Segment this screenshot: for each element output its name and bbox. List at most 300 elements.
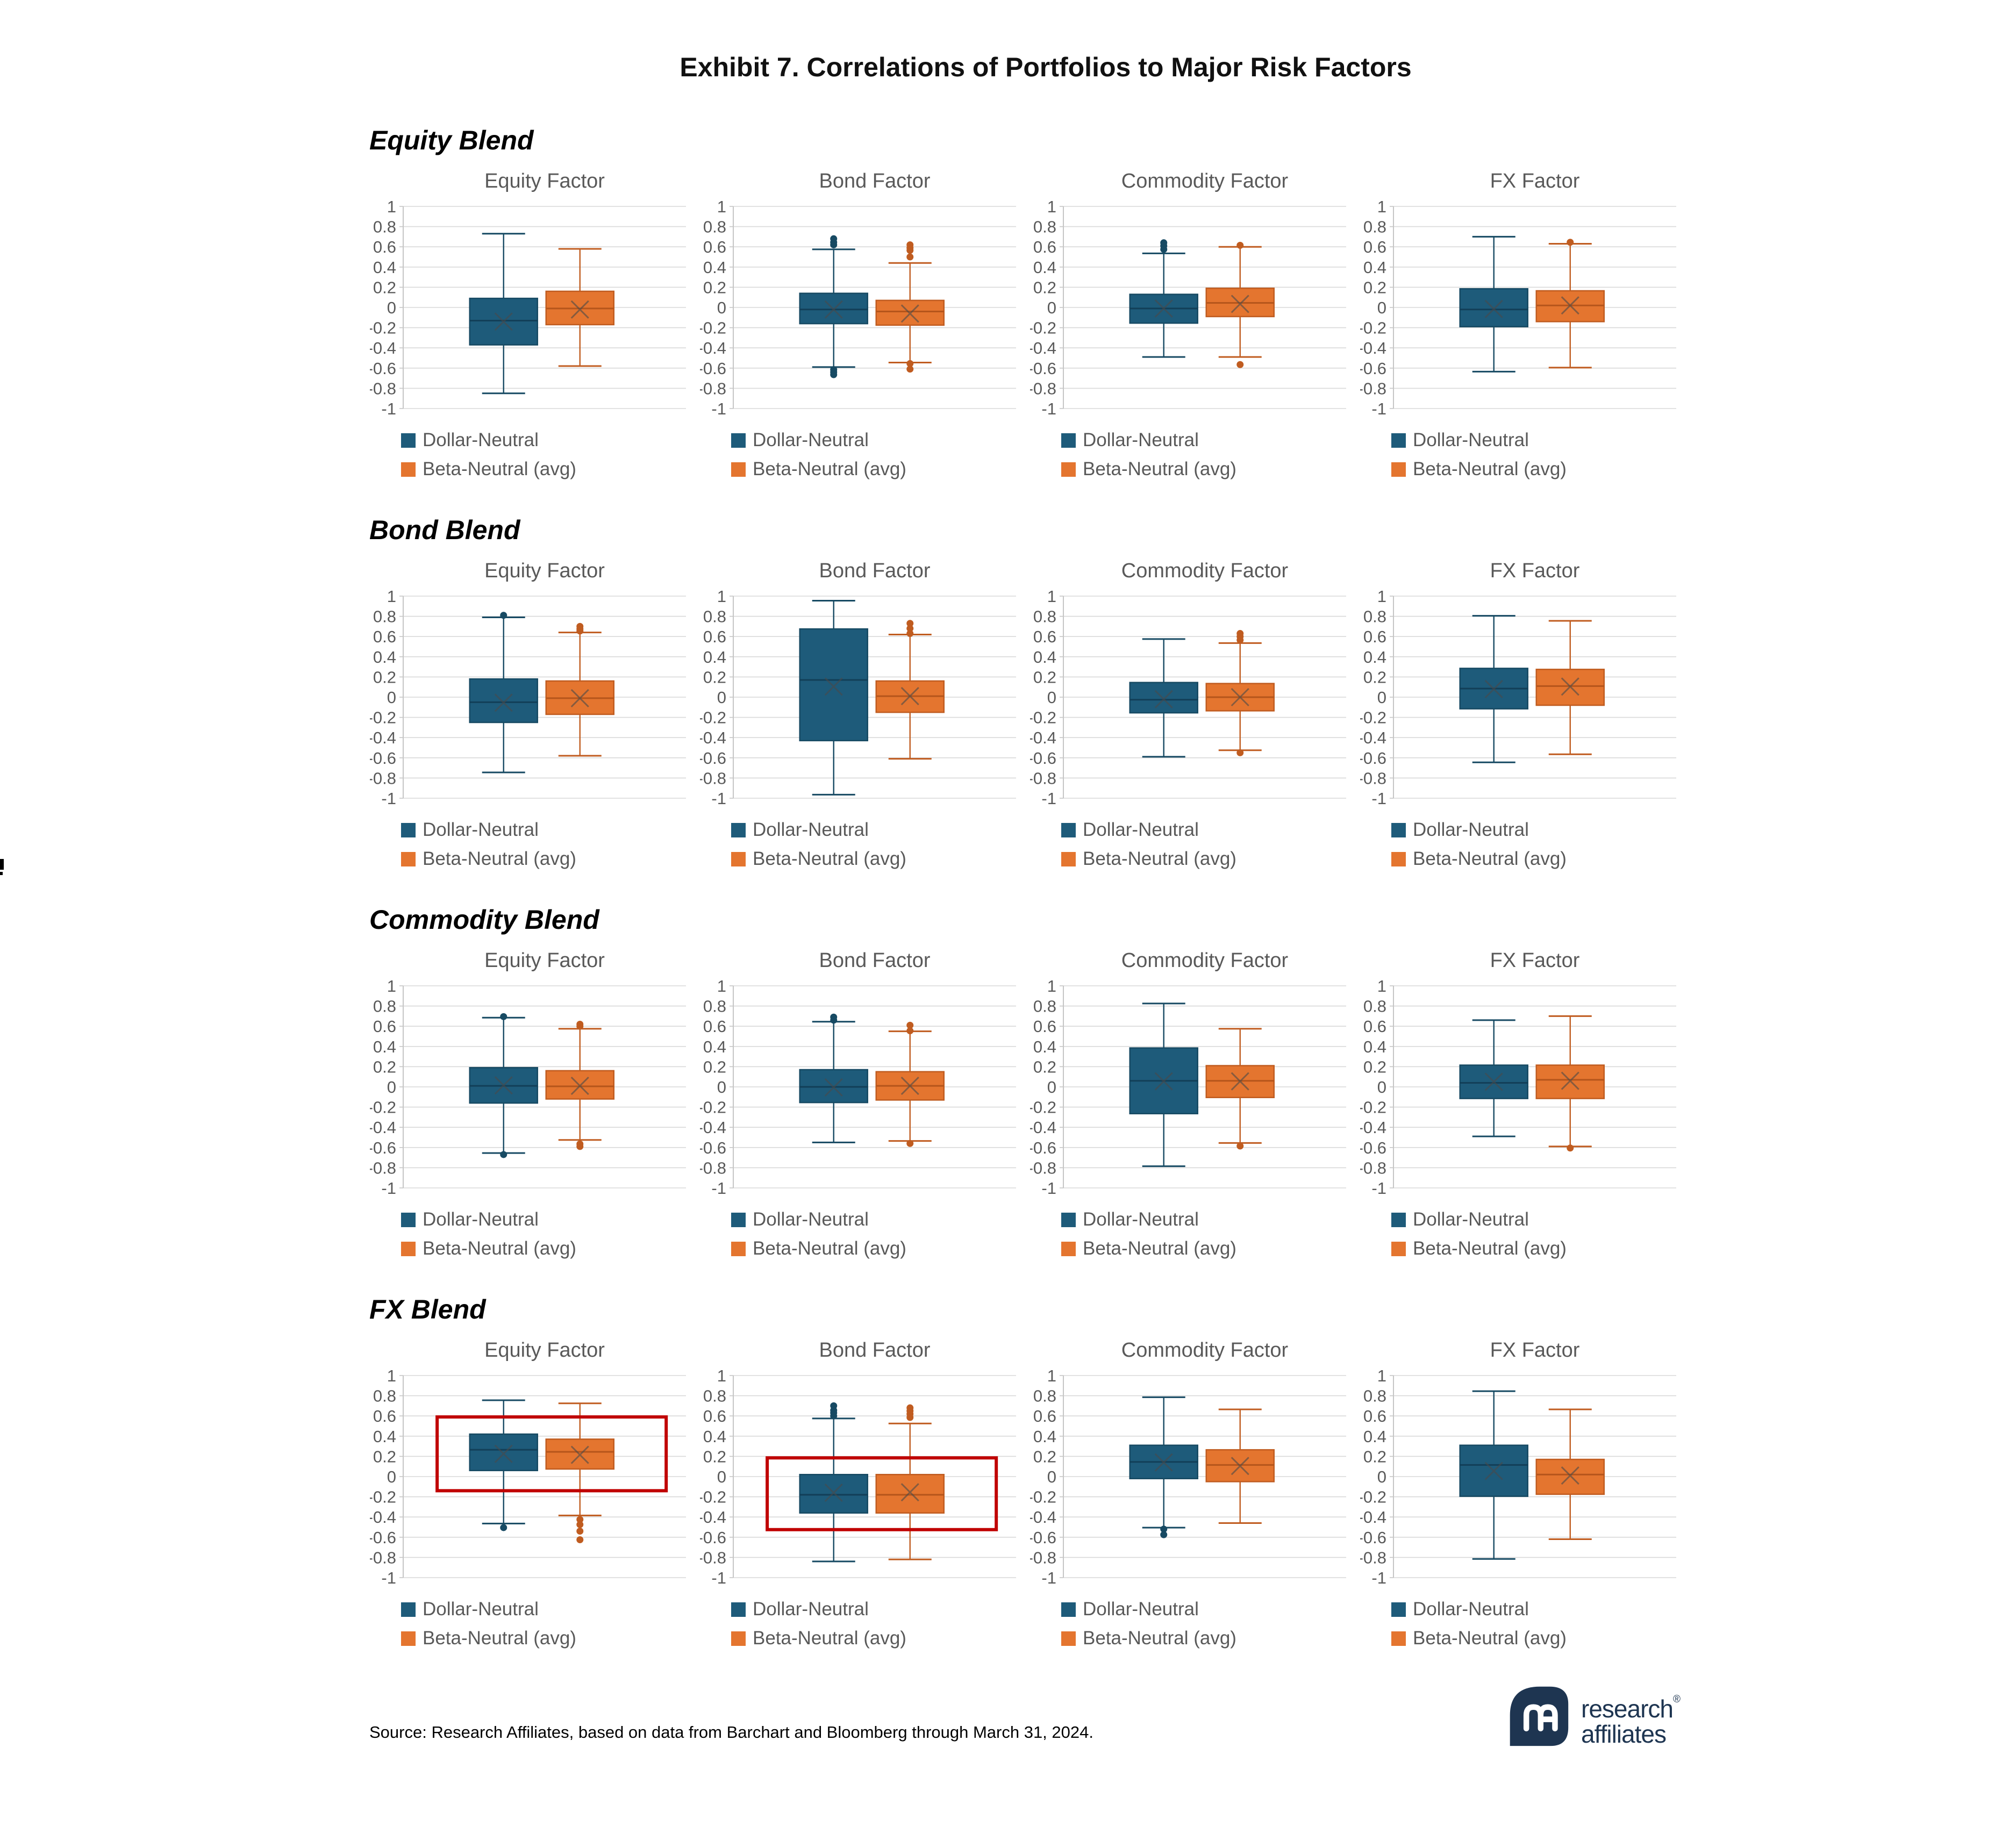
outlier-dot: [906, 366, 913, 373]
y-tick-label: 1: [387, 977, 396, 995]
y-tick-label: -0.4: [1030, 1508, 1056, 1527]
outlier-dot: [1236, 1142, 1243, 1149]
boxplot-chart: [1030, 198, 1353, 419]
y-tick-label: -0.2: [1360, 1487, 1386, 1507]
legend-label-beta: Beta-Neutral (avg): [1083, 1238, 1236, 1259]
plot-title: Commodity Factor: [1121, 1339, 1289, 1362]
legend-swatch-dollar-icon: [731, 823, 746, 837]
y-tick-label: 0.4: [373, 647, 396, 667]
legend-label-beta: Beta-Neutral (avg): [1083, 848, 1236, 869]
y-tick-label: 1: [387, 588, 396, 606]
y-tick-label: -0.4: [1030, 1118, 1056, 1137]
y-tick-label: 0.8: [1033, 1386, 1056, 1406]
legend-swatch-dollar-icon: [401, 823, 416, 837]
legend-swatch-beta-icon: [401, 1631, 416, 1646]
y-tick-label: -0.4: [1030, 728, 1056, 748]
legend-label-beta: Beta-Neutral (avg): [1083, 459, 1236, 479]
y-tick-label: 0: [387, 1078, 396, 1097]
plot-title: Equity Factor: [484, 170, 605, 192]
outlier-dot: [1236, 242, 1243, 249]
legend: [731, 429, 1023, 480]
y-tick-label: 0.6: [373, 1017, 396, 1036]
legend-label-dollar: Dollar-Neutral: [1413, 819, 1529, 840]
legend-swatch-beta-icon: [1061, 1242, 1076, 1256]
y-tick-label: -0.8: [1030, 1548, 1056, 1567]
y-tick-label: 0.2: [1363, 1447, 1386, 1466]
y-tick-label: -0.2: [700, 708, 726, 727]
y-tick-label: 0.8: [1033, 607, 1056, 626]
y-tick-label: 0.4: [1033, 257, 1056, 277]
box: [1536, 1459, 1604, 1494]
y-tick-label: 0: [387, 1467, 396, 1486]
y-tick-label: 0: [717, 298, 726, 317]
outlier-dot: [500, 1524, 507, 1531]
legend-item-beta: [1391, 848, 1683, 870]
y-tick-label: -1: [1041, 789, 1056, 808]
y-tick-label: 0.6: [373, 627, 396, 647]
y-tick-label: 0.4: [703, 1037, 726, 1056]
section-title-commodity-blend: Commodity Blend: [369, 905, 599, 935]
y-tick-label: 1: [387, 1367, 396, 1385]
boxplot-chart: [1360, 588, 1683, 809]
plot-title: FX Factor: [1490, 560, 1580, 582]
y-tick-label: -0.6: [370, 1138, 396, 1157]
legend-label-dollar: Dollar-Neutral: [1413, 429, 1529, 450]
boxplot-chart: [1030, 588, 1353, 809]
y-tick-label: 1: [717, 1367, 726, 1385]
legend-label-dollar: Dollar-Neutral: [1083, 1599, 1199, 1620]
y-tick-label: -0.6: [1030, 748, 1056, 768]
y-tick-label: -0.8: [1360, 1158, 1386, 1178]
y-tick-label: -0.4: [370, 728, 396, 748]
y-tick-label: 1: [717, 977, 726, 995]
box: [470, 1434, 538, 1471]
ra-logo-mark-icon: [1506, 1684, 1571, 1750]
outlier-dot: [906, 241, 913, 248]
outlier-dot: [906, 620, 913, 627]
edge-artifact-dot: [0, 872, 3, 875]
y-tick-label: 1: [1377, 198, 1386, 216]
legend-item-dollar: [1061, 429, 1353, 451]
y-tick-label: 0.8: [1363, 607, 1386, 626]
outlier-dot: [1236, 630, 1243, 637]
y-tick-label: 0: [717, 1078, 726, 1097]
legend-swatch-beta-icon: [1391, 462, 1406, 477]
legend-swatch-dollar-icon: [1391, 433, 1406, 448]
legend-swatch-dollar-icon: [401, 433, 416, 448]
legend-item-beta: [1391, 1238, 1683, 1259]
outlier-dot: [906, 254, 913, 261]
y-tick-label: 0.4: [373, 257, 396, 277]
y-tick-label: 0.6: [1363, 1017, 1386, 1036]
y-tick-label: 0.6: [1033, 627, 1056, 647]
subplot-equity-blend-bond-factor: [700, 170, 1023, 480]
outlier-dot: [500, 1013, 507, 1020]
y-tick-label: 0.6: [1033, 238, 1056, 257]
legend-item-dollar: [401, 429, 692, 451]
y-tick-label: 0.2: [1363, 278, 1386, 297]
y-tick-label: 0.6: [703, 1017, 726, 1036]
legend-item-dollar: [731, 819, 1023, 841]
y-tick-label: 0.6: [703, 238, 726, 257]
legend-swatch-dollar-icon: [731, 1602, 746, 1617]
y-tick-label: -0.6: [700, 1138, 726, 1157]
legend: [401, 1209, 692, 1259]
outlier-dot: [830, 1402, 837, 1409]
y-tick-label: -0.8: [1030, 1158, 1056, 1178]
y-tick-label: 0.2: [1033, 668, 1056, 687]
y-tick-label: -1: [1371, 1179, 1386, 1198]
section-title-bond-blend: Bond Blend: [369, 515, 520, 545]
plot-title: Commodity Factor: [1121, 560, 1289, 582]
y-tick-label: -0.8: [1360, 769, 1386, 788]
plot-title: FX Factor: [1490, 949, 1580, 972]
boxplot-chart: [370, 1367, 692, 1588]
boxplot-chart: [1360, 198, 1683, 419]
y-tick-label: -0.2: [370, 318, 396, 338]
legend-label-dollar: Dollar-Neutral: [423, 429, 539, 450]
y-tick-label: -1: [1371, 1568, 1386, 1587]
legend-item-dollar: [1061, 819, 1353, 841]
legend-item-dollar: [1391, 1209, 1683, 1230]
y-tick-label: 0.4: [1363, 647, 1386, 667]
subplot-commodity-blend-equity-factor: [370, 949, 692, 1259]
legend: [731, 819, 1023, 870]
outlier-dot: [830, 371, 837, 378]
plot-title: Commodity Factor: [1121, 949, 1289, 972]
subplot-bond-blend-commodity-factor: [1030, 560, 1353, 870]
legend-swatch-dollar-icon: [731, 1213, 746, 1227]
boxplot-chart: [700, 977, 1023, 1199]
y-tick-label: 1: [717, 588, 726, 606]
plot-title: FX Factor: [1490, 1339, 1580, 1362]
outlier-dot: [576, 1521, 583, 1528]
legend-label-dollar: Dollar-Neutral: [753, 819, 869, 840]
y-tick-label: -0.6: [1360, 1138, 1386, 1157]
y-tick-label: 0.6: [1363, 627, 1386, 647]
plot-title: Bond Factor: [819, 170, 931, 192]
legend-swatch-dollar-icon: [401, 1213, 416, 1227]
y-tick-label: -0.2: [370, 1098, 396, 1117]
legend-label-dollar: Dollar-Neutral: [1083, 819, 1199, 840]
legend-label-dollar: Dollar-Neutral: [423, 1599, 539, 1620]
legend-label-beta: Beta-Neutral (avg): [1413, 459, 1567, 479]
sections: [347, 125, 1685, 1649]
legend-item-beta: [731, 1628, 1023, 1649]
y-tick-label: -0.8: [700, 1158, 726, 1178]
y-tick-label: 0.2: [373, 1447, 396, 1466]
legend-swatch-beta-icon: [1061, 462, 1076, 477]
legend-swatch-dollar-icon: [1391, 1213, 1406, 1227]
boxplot-chart: [1030, 977, 1353, 1199]
y-tick-label: -1: [381, 789, 396, 808]
legend: [1391, 1599, 1683, 1649]
legend: [731, 1209, 1023, 1259]
legend-swatch-beta-icon: [401, 1242, 416, 1256]
legend-label-dollar: Dollar-Neutral: [753, 429, 869, 450]
section-title-fx-blend: FX Blend: [369, 1294, 486, 1324]
y-tick-label: 0.4: [1363, 257, 1386, 277]
y-tick-label: 0.2: [703, 278, 726, 297]
y-tick-label: 0.4: [1033, 1427, 1056, 1446]
y-tick-label: 0: [1047, 1078, 1056, 1097]
y-tick-label: 1: [1047, 198, 1056, 216]
subplot-commodity-blend-commodity-factor: [1030, 949, 1353, 1259]
legend-swatch-dollar-icon: [401, 1602, 416, 1617]
y-tick-label: 0.8: [1363, 217, 1386, 237]
section-title-equity-blend: Equity Blend: [369, 125, 534, 155]
boxplot-chart: [370, 977, 692, 1199]
y-tick-label: 0.6: [703, 627, 726, 647]
y-tick-label: -0.4: [1360, 339, 1386, 358]
charts-row: [370, 170, 1685, 480]
subplot-bond-blend-equity-factor: [370, 560, 692, 870]
subplot-equity-blend-commodity-factor: [1030, 170, 1353, 480]
legend-swatch-beta-icon: [1061, 852, 1076, 866]
box: [1130, 683, 1198, 713]
legend-label-beta: Beta-Neutral (avg): [423, 1238, 576, 1259]
legend-swatch-beta-icon: [731, 1242, 746, 1256]
legend-item-beta: [1391, 459, 1683, 480]
legend-swatch-dollar-icon: [1061, 433, 1076, 448]
y-tick-label: 0.8: [373, 607, 396, 626]
legend-swatch-dollar-icon: [1061, 823, 1076, 837]
y-tick-label: -0.8: [370, 379, 396, 398]
y-tick-label: -1: [711, 1179, 726, 1198]
legend-swatch-beta-icon: [1391, 852, 1406, 866]
y-tick-label: 0.2: [703, 1447, 726, 1466]
outlier-dot: [1567, 239, 1574, 246]
legend-item-dollar: [1391, 819, 1683, 841]
y-tick-label: -0.4: [370, 1508, 396, 1527]
y-tick-label: 1: [1047, 1367, 1056, 1385]
y-tick-label: 0: [387, 688, 396, 707]
y-tick-label: 0.8: [1363, 997, 1386, 1016]
subplot-equity-blend-fx-factor: [1360, 170, 1683, 480]
y-tick-label: 0.2: [373, 1057, 396, 1077]
legend-item-beta: [401, 459, 692, 480]
y-tick-label: 0.6: [373, 238, 396, 257]
boxplot-chart: [700, 198, 1023, 419]
y-tick-label: 0.6: [1033, 1017, 1056, 1036]
legend: [1061, 1209, 1353, 1259]
legend-swatch-beta-icon: [731, 1631, 746, 1646]
y-tick-label: 0.4: [373, 1037, 396, 1056]
y-tick-label: 0.4: [703, 1427, 726, 1446]
y-tick-label: -0.2: [370, 1487, 396, 1507]
y-tick-label: 0.8: [373, 1386, 396, 1406]
y-tick-label: 0.2: [703, 1057, 726, 1077]
y-tick-label: -0.2: [1030, 708, 1056, 727]
y-tick-label: -0.4: [1360, 728, 1386, 748]
y-tick-label: 0.4: [1033, 647, 1056, 667]
y-tick-label: -0.6: [370, 359, 396, 378]
boxplot-chart: [700, 588, 1023, 809]
legend-item-dollar: [731, 1599, 1023, 1620]
legend-item-beta: [731, 1238, 1023, 1259]
y-tick-label: 0.8: [1033, 217, 1056, 237]
outlier-dot: [830, 235, 837, 242]
y-tick-label: -0.8: [1030, 379, 1056, 398]
y-tick-label: -0.8: [1030, 769, 1056, 788]
outlier-dot: [576, 1528, 583, 1535]
legend-swatch-beta-icon: [401, 852, 416, 866]
y-tick-label: -1: [1041, 1179, 1056, 1198]
legend-swatch-beta-icon: [1391, 1631, 1406, 1646]
outlier-dot: [576, 623, 583, 630]
legend-item-beta: [731, 848, 1023, 870]
y-tick-label: 0.6: [1363, 238, 1386, 257]
charts-row: [370, 560, 1685, 870]
outlier-dot: [576, 1536, 583, 1543]
y-tick-label: -0.2: [700, 318, 726, 338]
subplot-fx-blend-fx-factor: [1360, 1339, 1683, 1649]
y-tick-label: -0.2: [370, 708, 396, 727]
y-tick-label: -0.4: [700, 728, 726, 748]
y-tick-label: 1: [717, 198, 726, 216]
y-tick-label: 0.2: [373, 278, 396, 297]
y-tick-label: -1: [1041, 399, 1056, 418]
y-tick-label: -0.2: [1360, 318, 1386, 338]
y-tick-label: -0.6: [1360, 748, 1386, 768]
y-tick-label: -0.2: [1360, 708, 1386, 727]
legend-label-beta: Beta-Neutral (avg): [1083, 1628, 1236, 1649]
y-tick-label: 0.8: [373, 217, 396, 237]
y-tick-label: 0.4: [703, 257, 726, 277]
y-tick-label: 0.8: [703, 1386, 726, 1406]
legend-item-beta: [401, 1238, 692, 1259]
y-tick-label: -0.8: [700, 1548, 726, 1567]
plot-title: Equity Factor: [484, 949, 605, 972]
legend-label-dollar: Dollar-Neutral: [753, 1209, 869, 1230]
plot-title: FX Factor: [1490, 170, 1580, 192]
outlier-dot: [1160, 1531, 1167, 1538]
plot-title: Bond Factor: [819, 1339, 931, 1362]
section-bond-blend: [347, 514, 1685, 870]
legend-label-beta: Beta-Neutral (avg): [423, 848, 576, 869]
boxplot-chart: [370, 198, 692, 419]
legend-item-beta: [401, 848, 692, 870]
source-note: Source: Research Affiliates, based on data from Barchart and Bloomberg through March 31, 2024.: [369, 1723, 1093, 1742]
outlier-dot: [500, 1151, 507, 1158]
outlier-dot: [1236, 749, 1243, 756]
legend-swatch-dollar-icon: [1391, 823, 1406, 837]
legend-swatch-dollar-icon: [1061, 1602, 1076, 1617]
y-tick-label: -0.6: [1360, 359, 1386, 378]
legend-label-dollar: Dollar-Neutral: [1413, 1599, 1529, 1620]
outlier-dot: [576, 1143, 583, 1150]
y-tick-label: 0.4: [373, 1427, 396, 1446]
subplot-commodity-blend-bond-factor: [700, 949, 1023, 1259]
legend-item-dollar: [731, 1209, 1023, 1230]
y-tick-label: -0.4: [1360, 1118, 1386, 1137]
y-tick-label: 1: [1377, 588, 1386, 606]
legend-item-dollar: [401, 819, 692, 841]
subplot-fx-blend-equity-factor: [370, 1339, 692, 1649]
legend-swatch-beta-icon: [1391, 1242, 1406, 1256]
legend-swatch-beta-icon: [401, 462, 416, 477]
y-tick-label: -0.8: [370, 769, 396, 788]
y-tick-label: 0: [1047, 298, 1056, 317]
legend-item-beta: [1061, 1628, 1353, 1649]
legend: [1061, 429, 1353, 480]
subplot-bond-blend-fx-factor: [1360, 560, 1683, 870]
y-tick-label: 0.4: [1033, 1037, 1056, 1056]
y-tick-label: -0.2: [1360, 1098, 1386, 1117]
section-equity-blend: [347, 125, 1685, 480]
y-tick-label: 1: [1377, 977, 1386, 995]
plot-title: Equity Factor: [484, 1339, 605, 1362]
outlier-dot: [906, 1140, 913, 1147]
y-tick-label: 0.8: [1033, 997, 1056, 1016]
legend-label-dollar: Dollar-Neutral: [423, 1209, 539, 1230]
y-tick-label: -0.8: [700, 769, 726, 788]
legend-item-beta: [1061, 459, 1353, 480]
y-tick-label: -1: [381, 399, 396, 418]
y-tick-label: -1: [711, 1568, 726, 1587]
y-tick-label: -0.8: [370, 1548, 396, 1567]
y-tick-label: -1: [1371, 789, 1386, 808]
y-tick-label: -1: [711, 789, 726, 808]
box: [800, 629, 868, 741]
y-tick-label: 0.2: [1033, 1447, 1056, 1466]
edge-artifact: [0, 859, 4, 870]
y-tick-label: -0.2: [700, 1098, 726, 1117]
y-tick-label: -0.6: [700, 748, 726, 768]
y-tick-label: 0: [717, 1467, 726, 1486]
y-tick-label: -1: [1371, 399, 1386, 418]
legend-item-dollar: [1391, 1599, 1683, 1620]
legend: [401, 819, 692, 870]
legend: [1061, 1599, 1353, 1649]
legend-label-dollar: Dollar-Neutral: [423, 819, 539, 840]
charts-row: [370, 949, 1685, 1259]
legend-swatch-beta-icon: [1061, 1631, 1076, 1646]
y-tick-label: -0.8: [1360, 1548, 1386, 1567]
boxplot-chart: [700, 1367, 1023, 1588]
outlier-dot: [576, 1021, 583, 1028]
logo-word-affiliates: affiliates: [1581, 1720, 1666, 1748]
legend-label-beta: Beta-Neutral (avg): [1413, 848, 1567, 869]
y-tick-label: 1: [1377, 1367, 1386, 1385]
legend: [1391, 1209, 1683, 1259]
y-tick-label: -0.8: [700, 379, 726, 398]
y-tick-label: 0.6: [1033, 1407, 1056, 1426]
y-tick-label: -0.2: [1030, 1487, 1056, 1507]
y-tick-label: 0: [387, 298, 396, 317]
legend-label-dollar: Dollar-Neutral: [1083, 429, 1199, 450]
y-tick-label: 0.8: [703, 607, 726, 626]
outlier-dot: [830, 1014, 837, 1021]
legend-item-beta: [1391, 1628, 1683, 1649]
logo-word-research: research: [1581, 1694, 1673, 1723]
y-tick-label: -1: [711, 399, 726, 418]
y-tick-label: -0.6: [1360, 1528, 1386, 1547]
legend-item-dollar: [731, 429, 1023, 451]
y-tick-label: -0.6: [1030, 1138, 1056, 1157]
subplot-fx-blend-bond-factor: [700, 1339, 1023, 1649]
y-tick-label: 0.8: [373, 997, 396, 1016]
y-tick-label: 0.2: [1033, 1057, 1056, 1077]
outlier-dot: [906, 1022, 913, 1029]
plot-title: Bond Factor: [819, 560, 931, 582]
subplot-fx-blend-commodity-factor: [1030, 1339, 1353, 1649]
legend-label-dollar: Dollar-Neutral: [753, 1599, 869, 1620]
legend-label-beta: Beta-Neutral (avg): [423, 459, 576, 479]
y-tick-label: -0.2: [700, 1487, 726, 1507]
legend-item-dollar: [401, 1599, 692, 1620]
y-tick-label: 0.4: [1363, 1427, 1386, 1446]
